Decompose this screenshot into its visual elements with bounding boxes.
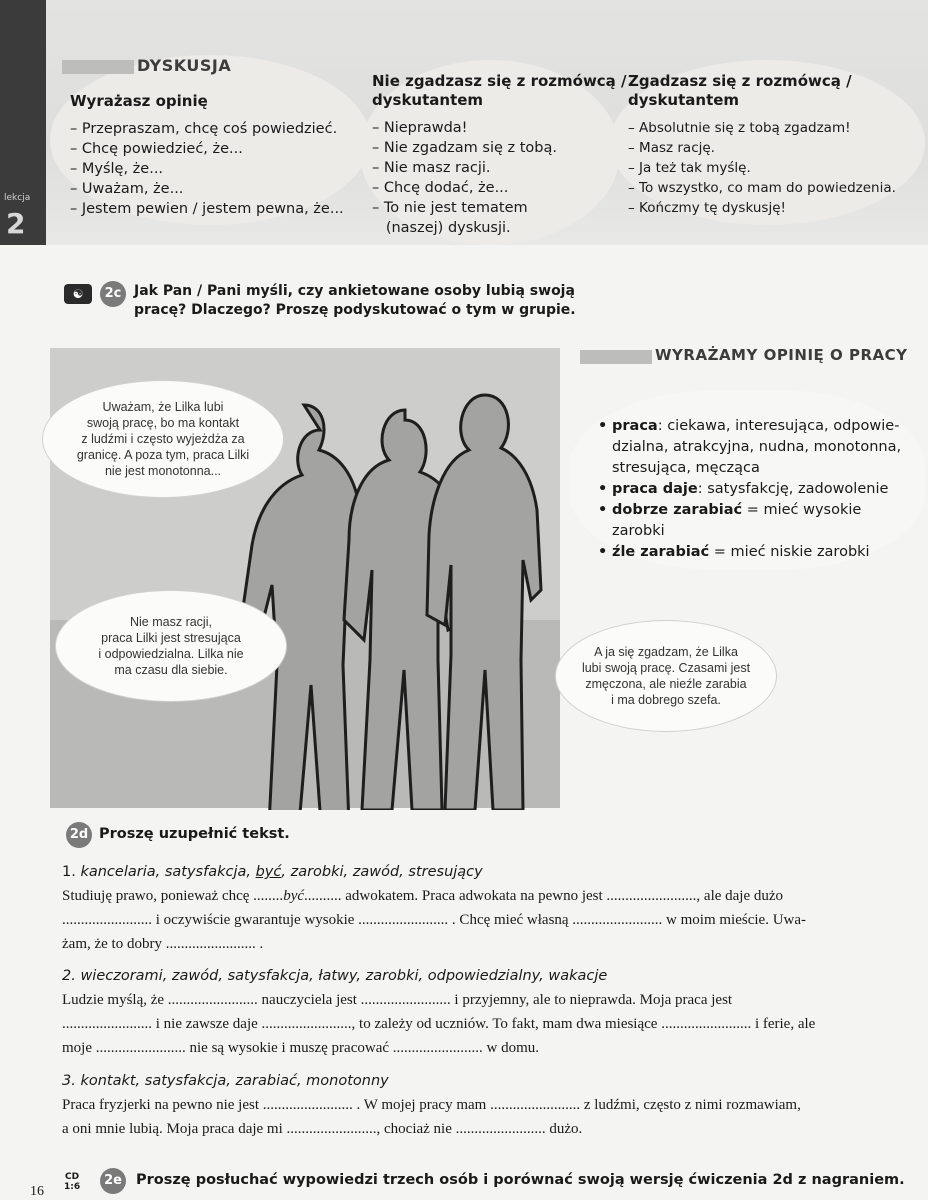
word-bank: 3. kontakt, satysfakcja, zarabiać, monotonny [62, 1073, 389, 1089]
speech-bubble-1: Uważam, że Lilka lubi swoją pracę, bo ma kontakt z ludźmi i często wyjeżdża za granicę. A poza tym, praca Lilki nie jest monotonna... [42, 380, 284, 498]
vocab-item-cont: stresująca, męcząca [612, 460, 760, 476]
task-2d-title: Proszę uzupełnić tekst. [99, 826, 290, 842]
lesson-number: 2 [6, 207, 26, 240]
page-number: 16 [30, 1184, 44, 1199]
speaking-icon: ☯ [64, 284, 92, 304]
speech-bubble-2: Nie masz racji, praca Lilki jest stresująca i odpowiedzialna. Lilka nie ma czasu dla siebie. [55, 590, 287, 702]
phrase: – Ja też tak myślę. [628, 160, 751, 176]
cd-icon: CD 1:6 [64, 1172, 81, 1192]
word-bank: 1. kancelaria, satysfakcja, być, zarobki, zawód, stresujący [62, 864, 483, 880]
column-title: dyskutantem [628, 91, 740, 109]
exercise-text: Ludzie myślą, że ........................ nauczyciela jest ........................ i przyjemny, ale to nieprawda. Moja praca jest ........................ i nie zawsze daje ........................, to zależy od uczniów. To fakt, mam dwa miesiące ........................ i ferie, ale moje ........................ nie są wysokie i muszę pracować ........................ w domu. [62, 992, 816, 1056]
instruction-line: pracę? Dlaczego? Proszę podyskutować o tym w grupie. [134, 302, 576, 318]
task-badge: 2d [66, 822, 92, 848]
task-2e-instruction: Proszę posłuchać wypowiedzi trzech osób i porównać swoją wersję ćwiczenia 2d z nagraniem. [136, 1172, 905, 1188]
word-bank: 2. wieczorami, zawód, satysfakcja, łatwy, zarobki, odpowiedzialny, wakacje [62, 968, 608, 984]
vocab-item: • praca daje: satysfakcję, zadowolenie [598, 479, 918, 500]
phrase: – Myślę, że... [70, 161, 164, 177]
phrase: – Nie zgadzam się z tobą. [372, 140, 557, 156]
speech-bubble-3: A ja się zgadzam, że Lilka lubi swoją pracę. Czasami jest zmęczona, ale nieźle zarabia i ma dobrego szefa. [555, 620, 777, 732]
dyskusja-heading: DYSKUSJA [137, 56, 232, 75]
exercise-2 [62, 968, 922, 1060]
exercise-text: Praca fryzjerki na pewno nie jest ........................ . W mojej pracy mam ........................ z ludźmi, często z nimi rozmawiam, a oni mnie lubią. Moja praca daje mi ........................, chociaż nie ........................ dużo. [62, 1097, 801, 1137]
phrase: – Jestem pewien / jestem pewna, że... [70, 201, 344, 217]
exercise-3 [62, 1073, 922, 1141]
phrase-list [628, 118, 896, 218]
phrase: (naszej) dyskusji. [372, 220, 511, 236]
column-express-opinion [70, 92, 344, 219]
handwritten-answer[interactable]: być [283, 888, 305, 904]
vocab-item: • źle zarabiać = mieć niskie zarobki [598, 542, 918, 563]
instruction-line: Jak Pan / Pani myśli, czy ankietowane osoby lubią swoją [134, 283, 575, 299]
phrase: – Nie masz racji. [372, 160, 491, 176]
column-title: Wyrażasz opinię [70, 92, 208, 110]
section-bar [580, 350, 652, 364]
phrase: – Chcę dodać, że... [372, 180, 509, 196]
column-title: Zgadzasz się z rozmówcą / [628, 72, 852, 90]
phrase: – Absolutnie się z tobą zgadzam! [628, 120, 851, 136]
phrase: – Przepraszam, chcę coś powiedzieć. [70, 121, 338, 137]
column-title: dyskutantem [372, 91, 484, 109]
column-agree [628, 72, 896, 218]
vocab-list [598, 416, 918, 563]
lesson-label: lekcja [4, 193, 31, 203]
vocab-item-cont: dzialna, atrakcyjna, nudna, monotonna, [612, 439, 902, 455]
vocab-item: • dobrze zarabiać = mieć wysokie zarobki [598, 500, 918, 542]
phrase-list [372, 118, 627, 238]
phrase: – Uważam, że... [70, 181, 184, 197]
phrase: – Nieprawda! [372, 120, 468, 136]
column-disagree [372, 72, 627, 238]
vocab-item: • praca: ciekawa, interesująca, odpowie- [598, 416, 918, 437]
column-title: Nie zgadzasz się z rozmówcą / [372, 72, 627, 90]
phrase: – To wszystko, co mam do powiedzenia. [628, 180, 896, 196]
vocab-heading: WYRAŻAMY OPINIĘ O PRACY [655, 346, 908, 364]
section-bar [62, 60, 134, 74]
lesson-tab [0, 0, 46, 245]
task-badge: 2c [100, 281, 126, 307]
phrase: – To nie jest tematem [372, 200, 528, 216]
phrase: – Kończmy tę dyskusję! [628, 200, 786, 216]
phrase-list [70, 119, 344, 219]
task-2c-instruction [134, 282, 576, 320]
exercise-1 [62, 864, 922, 956]
phrase: – Chcę powiedzieć, że... [70, 141, 243, 157]
phrase: – Masz rację. [628, 140, 715, 156]
exercise-text: Studiuję prawo, ponieważ chcę ........być.......... adwokatem. Praca adwokata na pewno jest ........................, ale daje dużo ........................ i oczywiście gwarantuje wysokie ........................ . Chcę mieć własną ........................ w moim mieście. Uwa- żam, że to dobry ........................ . [62, 888, 807, 952]
task-badge: 2e [100, 1168, 126, 1194]
